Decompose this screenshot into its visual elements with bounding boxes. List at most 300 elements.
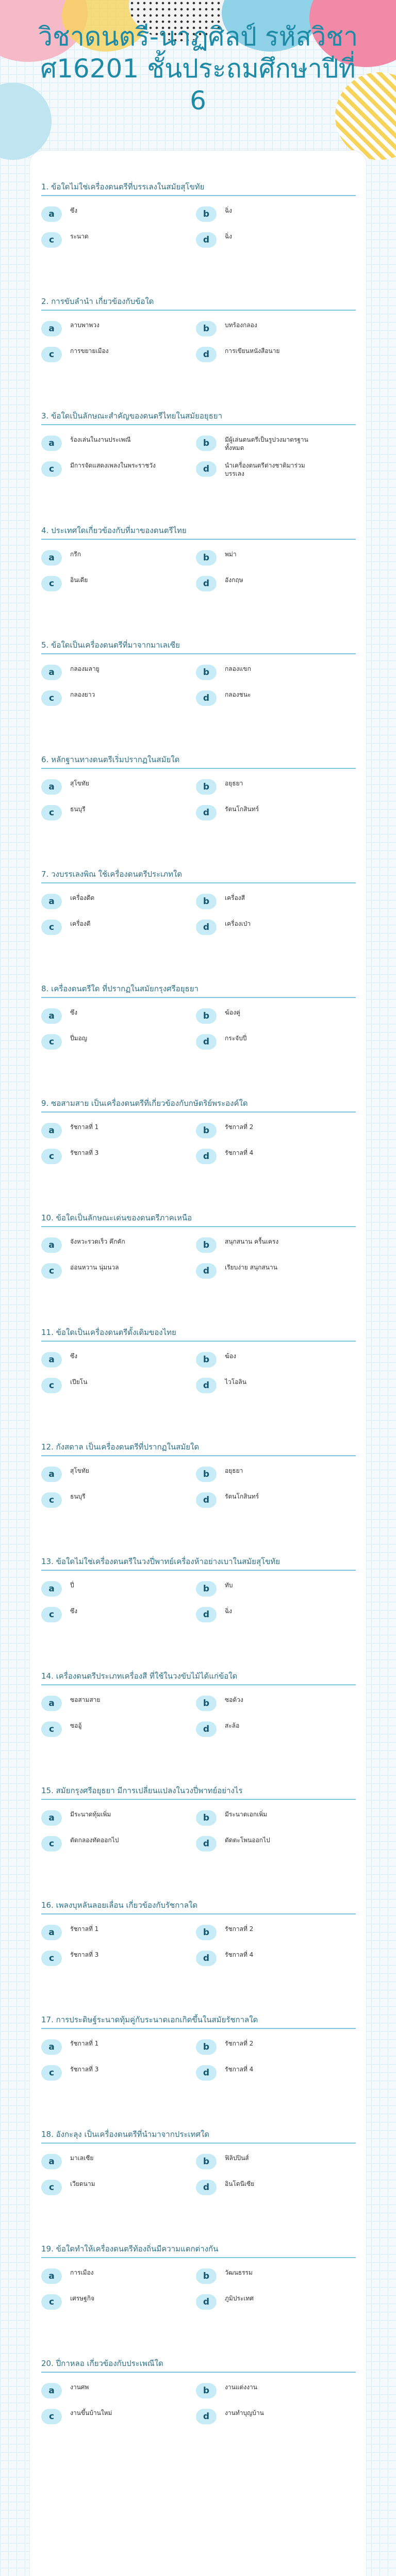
- answer-option-a[interactable]: [41, 2151, 196, 2178]
- page-title: วิชาดนตรี-นาฏศิลป์ รหัสวิชา ศ16201 ชั้นประถมศึกษาปีที่ 6: [38, 22, 358, 116]
- option-text: การขยายเมือง: [70, 347, 109, 355]
- option-letter-badge: a: [41, 1581, 62, 1597]
- question-title: 8. เครื่องดนตรีใด ที่ปรากฏในสมัยกรุงศรีอยุธยา: [41, 984, 356, 998]
- option-text: เครื่องสี: [225, 894, 245, 901]
- answer-option-c[interactable]: [41, 1947, 196, 1974]
- answer-option-b[interactable]: [196, 432, 351, 459]
- option-text: ซึง: [70, 207, 78, 214]
- option-letter-badge: d: [196, 2180, 217, 2195]
- answer-option-a[interactable]: [41, 1578, 196, 1605]
- answer-option-a[interactable]: [41, 1005, 196, 1032]
- option-text: อินเดีย: [70, 576, 88, 584]
- option-text: งานศพ: [70, 2384, 89, 2391]
- option-letter-badge: b: [196, 1810, 217, 1826]
- option-text: รัชกาลที่ 3: [70, 1951, 99, 1958]
- option-letter-badge: b: [196, 1696, 217, 1711]
- answer-option-b[interactable]: [196, 2380, 351, 2407]
- option-letter-badge: d: [196, 1149, 217, 1164]
- question-block: [41, 1327, 356, 1398]
- answer-option-d[interactable]: [196, 458, 351, 485]
- answer-option-d[interactable]: [196, 1833, 351, 1860]
- answer-option-d[interactable]: [196, 344, 351, 371]
- answer-option-b[interactable]: [196, 1578, 351, 1605]
- answer-options: [41, 311, 356, 367]
- header-banner: [0, 0, 396, 170]
- option-text: ซออู้: [70, 1722, 82, 1729]
- option-letter-badge: b: [196, 665, 217, 680]
- option-text: อินโดนีเซีย: [225, 2180, 255, 2187]
- option-letter-badge: d: [196, 1034, 217, 1050]
- answer-option-b[interactable]: [196, 203, 351, 230]
- answer-option-d[interactable]: [196, 1031, 351, 1058]
- answer-option-a[interactable]: [41, 318, 196, 345]
- option-text: งานขึ้นบ้านใหม่: [70, 2409, 112, 2417]
- question-block: [41, 640, 356, 711]
- option-text: กลองมลายู: [70, 665, 100, 672]
- answer-option-c[interactable]: [41, 916, 196, 943]
- option-text: กลองยาว: [70, 691, 95, 698]
- answer-option-a[interactable]: [41, 662, 196, 688]
- option-text: รัชกาลที่ 1: [70, 1123, 99, 1131]
- option-text: ปี่มอญ: [70, 1035, 87, 1042]
- option-text: รัตนโกสินทร์: [225, 1493, 259, 1500]
- option-letter-badge: d: [196, 1721, 217, 1737]
- option-letter-badge: c: [41, 347, 62, 362]
- option-text: ตัดตะโพนออกไป: [225, 1837, 270, 1844]
- option-text: ทับ: [225, 1582, 233, 1589]
- option-letter-badge: d: [196, 690, 217, 706]
- answer-option-b[interactable]: [196, 662, 351, 688]
- option-text: ตัดกลองทัดออกไป: [70, 1837, 119, 1844]
- question-block: [41, 1213, 356, 1284]
- answer-option-b[interactable]: [196, 1807, 351, 1834]
- option-letter-badge: a: [41, 2268, 62, 2284]
- question-block: [41, 1900, 356, 1971]
- option-letter-badge: c: [41, 576, 62, 591]
- question-title: 10. ข้อใดเป็นลักษณะเด่นของดนตรีภาคเหนือ: [41, 1213, 356, 1227]
- answer-option-b[interactable]: [196, 2151, 351, 2178]
- option-text: เศรษฐกิจ: [70, 2295, 94, 2302]
- option-letter-badge: c: [41, 1836, 62, 1852]
- answer-options: [41, 1685, 356, 1742]
- option-letter-badge: b: [196, 1581, 217, 1597]
- option-letter-badge: a: [41, 1123, 62, 1138]
- answer-option-b[interactable]: [196, 1234, 351, 1261]
- answer-option-d[interactable]: [196, 1375, 351, 1402]
- option-text: บทร้องกลอง: [225, 321, 257, 329]
- option-text: ร้องเล่นในงานประเพณี: [70, 436, 131, 443]
- option-letter-badge: a: [41, 894, 62, 909]
- question-title: 16. เพลงบุหลันลอยเลื่อน เกี่ยวข้องกับรัชกาลใด: [41, 1900, 356, 1914]
- option-text: อยุธยา: [225, 1467, 243, 1474]
- option-text: รัตนโกสินทร์: [225, 806, 259, 813]
- answer-option-a[interactable]: [41, 2380, 196, 2407]
- answer-options: [41, 1342, 356, 1398]
- option-text: อยุธยา: [225, 780, 243, 787]
- option-letter-badge: d: [196, 1836, 217, 1852]
- option-text: รัชกาลที่ 3: [70, 1149, 99, 1156]
- answer-option-c[interactable]: [41, 2291, 196, 2318]
- option-letter-badge: a: [41, 2383, 62, 2398]
- answer-options: [41, 1227, 356, 1284]
- option-text: เครื่องดีด: [70, 894, 95, 901]
- answer-option-a[interactable]: [41, 432, 196, 459]
- option-text: ซึง: [70, 1607, 78, 1615]
- option-letter-badge: d: [196, 576, 217, 591]
- answer-option-c[interactable]: [41, 687, 196, 714]
- answer-options: [41, 883, 356, 940]
- answer-option-b[interactable]: [196, 2265, 351, 2292]
- option-text: มีผู้เล่นดนตรีเป็นรูปวงมาตรฐานทั้งหมด: [225, 436, 308, 452]
- option-letter-badge: a: [41, 665, 62, 680]
- question-block: [41, 1671, 356, 1742]
- question-title: 11. ข้อใดเป็นเครื่องดนตรีดั้งเดิมของไทย: [41, 1327, 356, 1342]
- option-letter-badge: b: [196, 2383, 217, 2398]
- option-text: อ่อนหวาน นุ่มนวล: [70, 1264, 119, 1271]
- option-text: วัฒนธรรม: [225, 2269, 253, 2276]
- question-block: [41, 2244, 356, 2315]
- question-title: 14. เครื่องดนตรีประเภทเครื่องสี ที่ใช้ในวงขับไม้ได้แก่ข้อใด: [41, 1671, 356, 1685]
- option-text: การเมือง: [70, 2269, 94, 2276]
- option-text: ธนบุรี: [70, 806, 86, 813]
- option-letter-badge: d: [196, 2409, 217, 2424]
- option-text: มาเลเซีย: [70, 2154, 94, 2162]
- option-letter-badge: a: [41, 779, 62, 795]
- question-title: 15. สมัยกรุงศรีอยุธยา มีการเปลี่ยนแปลงในวงปี่พาทย์อย่างไร: [41, 1785, 356, 1800]
- answer-option-b[interactable]: [196, 1693, 351, 1719]
- option-text: งานทำบุญบ้าน: [225, 2409, 264, 2417]
- option-letter-badge: c: [41, 1607, 62, 1622]
- answer-option-d[interactable]: [196, 2406, 351, 2433]
- option-text: มีการจัดแสดงเพลงในพระราชวัง: [70, 462, 156, 469]
- option-text: ซึง: [70, 1009, 78, 1016]
- answer-option-d[interactable]: [196, 229, 351, 256]
- answer-option-b[interactable]: [196, 776, 351, 803]
- option-letter-badge: c: [41, 1721, 62, 1737]
- option-letter-badge: b: [196, 1008, 217, 1024]
- option-letter-badge: b: [196, 2268, 217, 2284]
- option-letter-badge: c: [41, 1492, 62, 1508]
- option-text: กรีก: [70, 551, 81, 558]
- option-letter-badge: b: [196, 1123, 217, 1138]
- question-block: [41, 1442, 356, 1513]
- answer-option-c[interactable]: [41, 1375, 196, 1402]
- answer-options: [41, 769, 356, 826]
- answer-option-c[interactable]: [41, 344, 196, 371]
- question-block: [41, 296, 356, 367]
- option-letter-badge: c: [41, 690, 62, 706]
- option-text: ฆ้อง: [225, 1353, 236, 1360]
- option-letter-badge: a: [41, 321, 62, 336]
- question-block: [41, 1556, 356, 1628]
- option-letter-badge: c: [41, 2180, 62, 2195]
- option-text: เครื่องตี: [70, 920, 91, 927]
- option-letter-badge: a: [41, 1925, 62, 1940]
- answer-option-c[interactable]: [41, 1260, 196, 1287]
- option-text: นำเครื่องดนตรีต่างชาติมาร่วมบรรเลง: [225, 462, 305, 477]
- option-letter-badge: b: [196, 1467, 217, 1482]
- option-text: รัชกาลที่ 4: [225, 1951, 254, 1958]
- answer-options: [41, 1800, 356, 1857]
- option-letter-badge: d: [196, 920, 217, 935]
- question-block: [41, 1098, 356, 1169]
- option-letter-badge: b: [196, 2154, 217, 2169]
- question-title: 7. วงบรรเลงพิณ ใช้เครื่องดนตรีประเภทใด: [41, 869, 356, 883]
- option-text: กระจับปี่: [225, 1035, 247, 1042]
- question-block: [41, 2129, 356, 2200]
- answer-options: [41, 998, 356, 1055]
- answer-option-c[interactable]: [41, 1833, 196, 1860]
- answer-option-b[interactable]: [196, 1922, 351, 1949]
- option-text: มีระนาดทุ้มเพิ่ม: [70, 1811, 111, 1818]
- option-letter-badge: b: [196, 321, 217, 336]
- option-letter-badge: d: [196, 1607, 217, 1622]
- option-text: สุโขทัย: [70, 780, 89, 787]
- option-text: เครื่องเป่า: [225, 920, 251, 927]
- answer-option-d[interactable]: [196, 2062, 351, 2089]
- answer-option-a[interactable]: [41, 1807, 196, 1834]
- answer-options: [41, 2144, 356, 2200]
- option-text: ภูมิประเทศ: [225, 2295, 254, 2302]
- answer-option-d[interactable]: [196, 1604, 351, 1631]
- option-letter-badge: a: [41, 436, 62, 451]
- option-text: เวียดนาม: [70, 2180, 95, 2187]
- answer-option-a[interactable]: [41, 1693, 196, 1719]
- option-letter-badge: a: [41, 206, 62, 222]
- answer-option-c[interactable]: [41, 2177, 196, 2203]
- answer-option-c[interactable]: [41, 2406, 196, 2433]
- option-text: ฉิ่ง: [225, 207, 233, 214]
- answer-option-b[interactable]: [196, 1005, 351, 1032]
- answer-option-c[interactable]: [41, 1718, 196, 1745]
- option-text: ซอสามสาย: [70, 1696, 101, 1703]
- option-text: ปี่: [70, 1582, 74, 1589]
- answer-option-d[interactable]: [196, 687, 351, 714]
- option-text: เรียบง่าย สนุกสนาน: [225, 1264, 277, 1271]
- option-letter-badge: a: [41, 1810, 62, 1826]
- option-letter-badge: d: [196, 2294, 217, 2310]
- answer-options: [41, 1456, 356, 1513]
- answer-option-c[interactable]: [41, 458, 196, 485]
- option-letter-badge: c: [41, 2065, 62, 2081]
- answer-options: [41, 2029, 356, 2086]
- option-letter-badge: b: [196, 206, 217, 222]
- answer-option-b[interactable]: [196, 1120, 351, 1147]
- answer-option-c[interactable]: [41, 229, 196, 256]
- option-letter-badge: b: [196, 779, 217, 795]
- option-text: เปียโน: [70, 1378, 88, 1386]
- answer-option-a[interactable]: [41, 203, 196, 230]
- answer-option-a[interactable]: [41, 1349, 196, 1376]
- option-text: กลองแขก: [225, 665, 251, 672]
- answer-option-d[interactable]: [196, 1947, 351, 1974]
- answer-option-a[interactable]: [41, 1234, 196, 1261]
- option-text: การเขียนหนังสือนาย: [225, 347, 280, 355]
- option-letter-badge: c: [41, 461, 62, 477]
- question-block: [41, 411, 356, 482]
- option-letter-badge: d: [196, 1378, 217, 1393]
- option-text: สะล้อ: [225, 1722, 240, 1729]
- option-letter-badge: d: [196, 1951, 217, 1966]
- option-letter-badge: d: [196, 347, 217, 362]
- option-letter-badge: a: [41, 1237, 62, 1253]
- option-text: รัชกาลที่ 1: [70, 1925, 99, 1933]
- answer-option-a[interactable]: [41, 776, 196, 803]
- option-text: งานแต่งงาน: [225, 2384, 257, 2391]
- answer-option-d[interactable]: [196, 1489, 351, 1516]
- option-letter-badge: c: [41, 920, 62, 935]
- option-text: ฟิลิปปินส์: [225, 2154, 249, 2162]
- answer-option-a[interactable]: [41, 2265, 196, 2292]
- option-letter-badge: c: [41, 1951, 62, 1966]
- answer-option-c[interactable]: [41, 1031, 196, 1058]
- option-letter-badge: b: [196, 894, 217, 909]
- answer-option-a[interactable]: [41, 547, 196, 574]
- answer-options: [41, 540, 356, 597]
- option-letter-badge: b: [196, 2039, 217, 2055]
- question-block: [41, 754, 356, 826]
- option-letter-badge: d: [196, 461, 217, 477]
- answer-options: [41, 1113, 356, 1169]
- option-text: ซอด้วง: [225, 1696, 243, 1703]
- answer-option-d[interactable]: [196, 573, 351, 600]
- answer-option-b[interactable]: [196, 547, 351, 574]
- question-title: 20. ปี่กาหลอ เกี่ยวข้องกับประเพณีใด: [41, 2358, 356, 2373]
- answer-option-c[interactable]: [41, 2062, 196, 2089]
- option-text: รัชกาลที่ 4: [225, 1149, 254, 1156]
- answer-option-d[interactable]: [196, 916, 351, 943]
- option-text: จังหวะรวดเร็ว คึกคัก: [70, 1238, 125, 1245]
- option-letter-badge: c: [41, 232, 62, 248]
- option-letter-badge: d: [196, 2065, 217, 2081]
- question-title: 2. การขับลำนำ เกี่ยวข้องกับข้อใด: [41, 296, 356, 311]
- answer-option-a[interactable]: [41, 891, 196, 917]
- question-block: [41, 869, 356, 940]
- answer-option-c[interactable]: [41, 1489, 196, 1516]
- question-title: 4. ประเทศใดเกี่ยวข้องกับที่มาของดนตรีไทย: [41, 525, 356, 540]
- answer-option-a[interactable]: [41, 2036, 196, 2063]
- option-letter-badge: d: [196, 1263, 217, 1279]
- option-text: พม่า: [225, 551, 237, 558]
- option-text: รัชกาลที่ 2: [225, 1123, 254, 1131]
- question-block: [41, 984, 356, 1055]
- answer-option-d[interactable]: [196, 2177, 351, 2203]
- answer-options: [41, 2258, 356, 2315]
- option-letter-badge: d: [196, 805, 217, 820]
- option-text: รัชกาลที่ 4: [225, 2066, 254, 2073]
- option-text: รัชกาลที่ 1: [70, 2040, 99, 2047]
- option-letter-badge: a: [41, 1467, 62, 1482]
- option-letter-badge: a: [41, 2154, 62, 2169]
- answer-option-b[interactable]: [196, 318, 351, 345]
- option-letter-badge: d: [196, 232, 217, 248]
- option-text: ซึง: [70, 1353, 78, 1360]
- answer-option-b[interactable]: [196, 1463, 351, 1490]
- option-text: สุโขทัย: [70, 1467, 89, 1474]
- answer-option-c[interactable]: [41, 802, 196, 829]
- question-title: 1. ข้อใดไม่ใช่เครื่องดนตรีที่บรรเลงในสมัยสุโขทัย: [41, 182, 356, 196]
- option-text: ไวโอลิน: [225, 1378, 246, 1386]
- answer-options: [41, 196, 356, 253]
- option-letter-badge: a: [41, 550, 62, 566]
- answer-options: [41, 654, 356, 711]
- question-title: 6. หลักฐานทางดนตรีเริ่มปรากฏในสมัยใด: [41, 754, 356, 769]
- option-letter-badge: d: [196, 1492, 217, 1508]
- option-text: รัชกาลที่ 3: [70, 2066, 99, 2073]
- option-text: ลาบพาพวง: [70, 321, 100, 329]
- option-letter-badge: a: [41, 1696, 62, 1711]
- answer-option-b[interactable]: [196, 1349, 351, 1376]
- option-letter-badge: c: [41, 1263, 62, 1279]
- option-text: ฉิ่ง: [225, 233, 233, 240]
- option-text: สนุกสนาน ครื้นเครง: [225, 1238, 279, 1245]
- answer-option-d[interactable]: [196, 1718, 351, 1745]
- question-title: 19. ข้อใดทำให้เครื่องดนตรีท้องถิ่นมีความแตกต่างกัน: [41, 2244, 356, 2258]
- option-letter-badge: b: [196, 1237, 217, 1253]
- option-text: มีระนาดเอกเพิ่ม: [225, 1811, 268, 1818]
- option-text: ฆ้องคู่: [225, 1009, 240, 1016]
- answer-option-d[interactable]: [196, 1146, 351, 1172]
- question-block: [41, 525, 356, 597]
- answer-option-a[interactable]: [41, 1463, 196, 1490]
- option-text: ระนาด: [70, 233, 89, 240]
- question-title: 13. ข้อใดไม่ใช่เครื่องดนตรีในวงปี่พาทย์เครื่องห้าอย่างเบาในสมัยสุโขทัย: [41, 1556, 356, 1571]
- answer-option-d[interactable]: [196, 2291, 351, 2318]
- option-letter-badge: b: [196, 1925, 217, 1940]
- question-block: [41, 182, 356, 253]
- option-text: ฉิ่ง: [225, 1607, 233, 1615]
- option-letter-badge: c: [41, 805, 62, 820]
- question-title: 12. กังสดาล เป็นเครื่องดนตรีที่ปรากฏในสมัยใด: [41, 1442, 356, 1456]
- answer-option-b[interactable]: [196, 2036, 351, 2063]
- option-letter-badge: b: [196, 1352, 217, 1367]
- option-text: รัชกาลที่ 2: [225, 2040, 254, 2047]
- answer-option-d[interactable]: [196, 1260, 351, 1287]
- option-letter-badge: b: [196, 550, 217, 566]
- question-title: 3. ข้อใดเป็นลักษณะสำคัญของดนตรีไทยในสมัยอยุธยา: [41, 411, 356, 425]
- answer-option-c[interactable]: [41, 1604, 196, 1631]
- question-title: 18. อังกะลุง เป็นเครื่องดนตรีที่นำมาจากประเทศใด: [41, 2129, 356, 2144]
- option-text: อังกฤษ: [225, 576, 243, 584]
- option-letter-badge: a: [41, 1352, 62, 1367]
- question-title: 9. ซอสามสาย เป็นเครื่องดนตรีที่เกี่ยวข้องกับกษัตริย์พระองค์ใด: [41, 1098, 356, 1113]
- question-block: [41, 1785, 356, 1857]
- option-text: ธนบุรี: [70, 1493, 86, 1500]
- answer-options: [41, 425, 356, 482]
- option-letter-badge: a: [41, 2039, 62, 2055]
- answer-option-b[interactable]: [196, 891, 351, 917]
- answer-option-a[interactable]: [41, 1120, 196, 1147]
- answer-option-a[interactable]: [41, 1922, 196, 1949]
- answer-options: [41, 1571, 356, 1628]
- option-letter-badge: b: [196, 436, 217, 451]
- answer-option-d[interactable]: [196, 802, 351, 829]
- answer-option-c[interactable]: [41, 573, 196, 600]
- option-letter-badge: c: [41, 1149, 62, 1164]
- option-letter-badge: a: [41, 1008, 62, 1024]
- option-letter-badge: c: [41, 1378, 62, 1393]
- question-title: 5. ข้อใดเป็นเครื่องดนตรีที่มาจากมาเลเซีย: [41, 640, 356, 654]
- question-block: [41, 2015, 356, 2086]
- answer-option-c[interactable]: [41, 1146, 196, 1172]
- option-letter-badge: c: [41, 2409, 62, 2424]
- answer-options: [41, 2373, 356, 2429]
- option-letter-badge: c: [41, 1034, 62, 1050]
- answer-options: [41, 1914, 356, 1971]
- question-block: [41, 2358, 356, 2429]
- option-text: กลองชนะ: [225, 691, 251, 698]
- option-text: รัชกาลที่ 2: [225, 1925, 254, 1933]
